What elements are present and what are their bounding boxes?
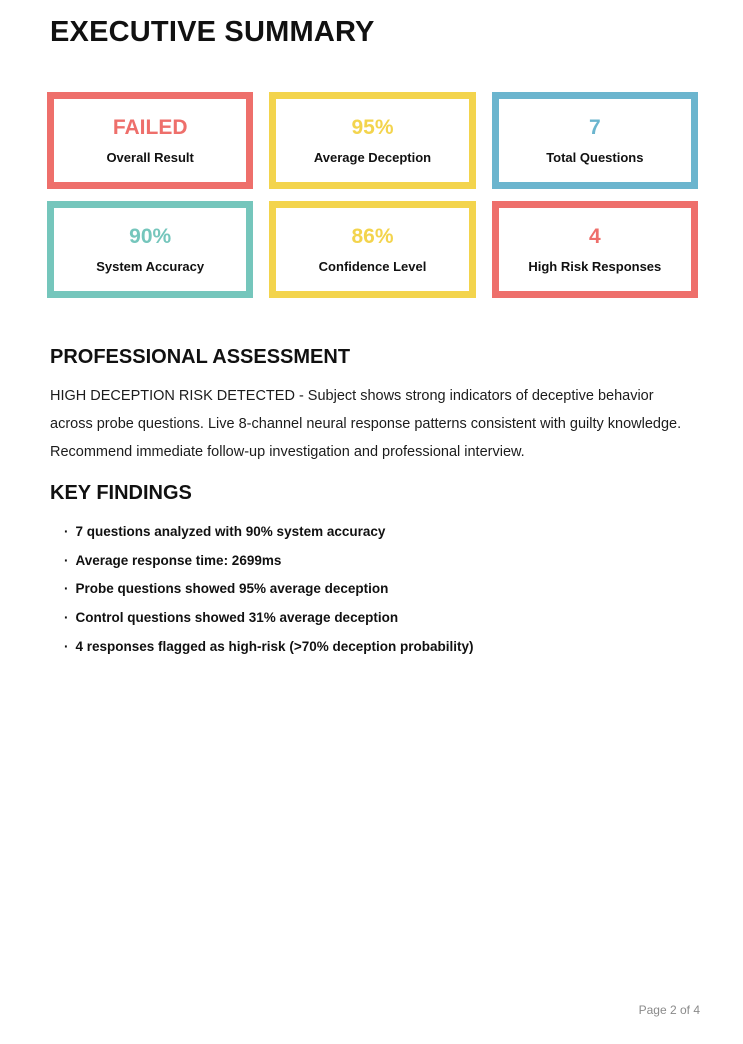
stat-label: Overall Result <box>106 149 194 165</box>
key-findings-list <box>64 524 473 667</box>
assessment-body-text: HIGH DECEPTION RISK DETECTED - Subject shows strong indicators of deceptive behavior across probe questions. Live 8-channel neural response patterns consistent with guilty knowledge. Recommend immediate follow-up investigation and professional interview. <box>50 388 682 460</box>
stat-value: 95% <box>351 115 394 139</box>
finding-text: Control questions showed 31% average deception <box>75 610 399 626</box>
bullet-icon: · <box>64 524 69 539</box>
stat-card-total-questions <box>492 92 698 189</box>
stat-value: 86% <box>351 224 394 248</box>
bullet-icon: · <box>64 552 69 568</box>
finding-item <box>64 581 473 597</box>
stat-card-overall-result <box>47 92 253 189</box>
finding-item <box>64 610 473 626</box>
key-findings-heading: KEY FINDINGS <box>50 482 192 504</box>
stat-label: High Risk Responses <box>528 258 662 274</box>
finding-text: Average response time: 2699ms <box>75 552 282 568</box>
stat-value: FAILED <box>112 115 188 139</box>
assessment-heading: PROFESSIONAL ASSESSMENT <box>50 346 351 368</box>
finding-text: Probe questions showed 95% average deception <box>75 581 389 597</box>
page-title: EXECUTIVE SUMMARY <box>50 16 375 48</box>
finding-item <box>64 524 473 540</box>
stat-value: 7 <box>588 115 601 139</box>
stat-card-average-deception <box>269 92 475 189</box>
stat-label: System Accuracy <box>96 258 205 274</box>
summary-stat-cards <box>47 92 698 298</box>
finding-text: 4 responses flagged as high-risk (>70% deception probability) <box>75 638 474 654</box>
bullet-icon: · <box>64 581 69 597</box>
stat-label: Confidence Level <box>318 258 427 274</box>
stat-label: Total Questions <box>546 149 644 165</box>
bullet-icon: · <box>64 610 69 626</box>
finding-text: 7 questions analyzed with 90% system accuracy <box>75 524 386 539</box>
stat-card-confidence-level <box>269 201 475 298</box>
stat-value: 4 <box>588 224 601 248</box>
finding-item <box>64 639 473 655</box>
finding-item <box>64 553 473 569</box>
bullet-icon: · <box>64 638 69 654</box>
stat-value: 90% <box>129 224 172 248</box>
stat-label: Average Deception <box>313 149 432 165</box>
stat-card-high-risk-responses <box>492 201 698 298</box>
stat-card-system-accuracy <box>47 201 253 298</box>
page-number: Page 2 of 4 <box>638 1003 700 1017</box>
